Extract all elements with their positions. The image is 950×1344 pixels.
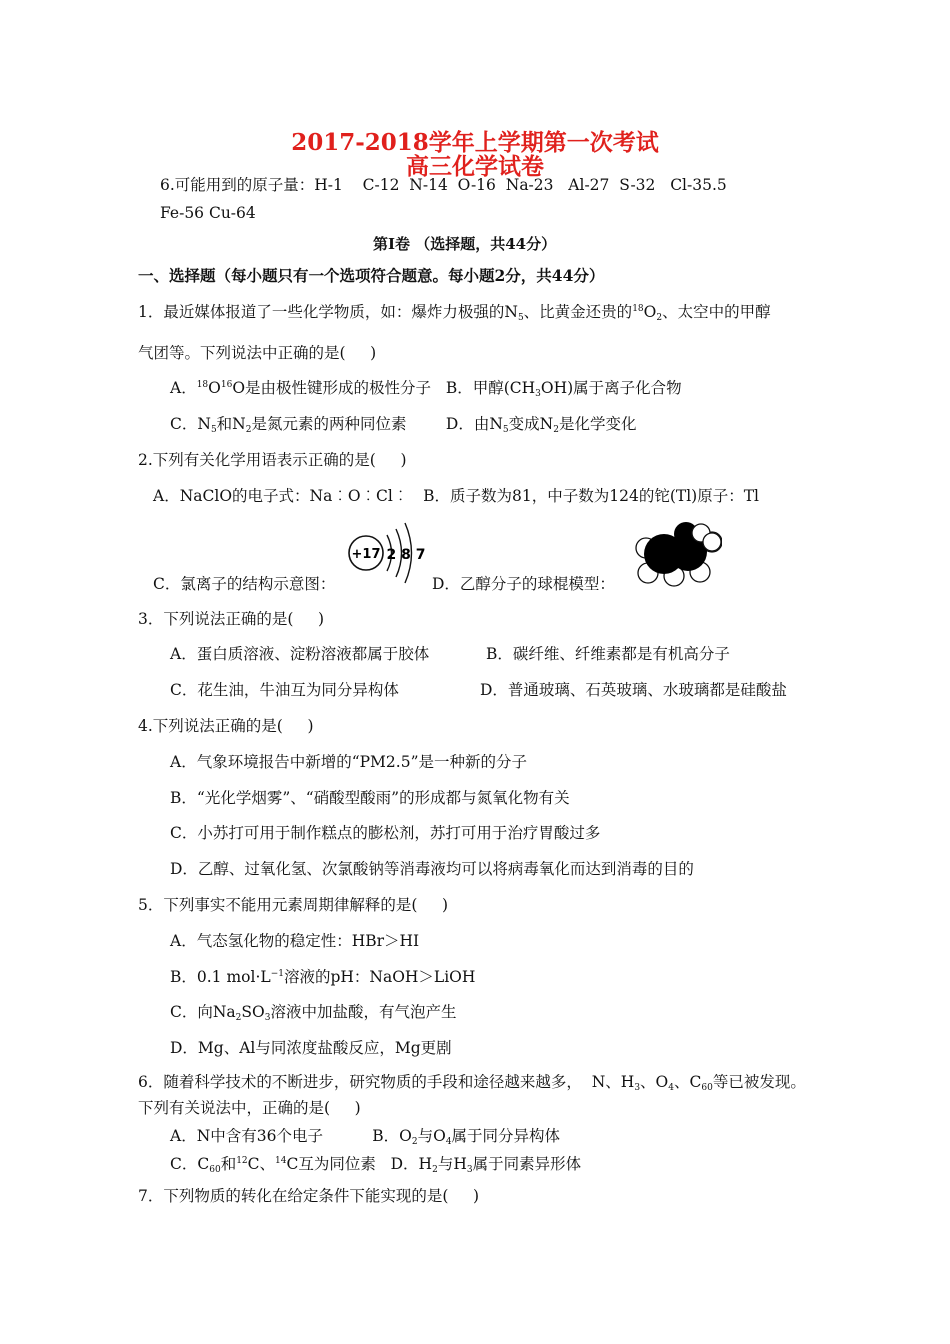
atomic-masses-line2: Fe-56 Cu-64 — [160, 204, 256, 222]
atomic-masses-line1: 6.可能用到的原子量：H-1 C-12 N-14 O-16 Na-23 Al-27 S-32 Cl-35.5 — [160, 176, 727, 194]
q5-option-d: D．Mg、Al与同浓度盐酸反应，Mg更剧 — [170, 1039, 452, 1057]
q4-option-a: A．气象环境报告中新增的“PM2.5”是一种新的分子 — [170, 753, 527, 771]
hydrogen-atom — [703, 533, 721, 551]
chloride-ion-diagram — [340, 515, 430, 590]
q7-stem: 7．下列物质的转化在给定条件下能实现的是( ) — [138, 1187, 480, 1205]
q3-option-a: A．蛋白质溶液、淀粉溶液都属于胶体 — [170, 645, 430, 663]
q5-stem: 5．下列事实不能用元素周期律解释的是( ) — [138, 896, 449, 914]
section-heading: 一、选择题（每小题只有一个选项符合题意。每小题2分，共44分） — [138, 266, 605, 285]
q4-option-c: C．小苏打可用于制作糕点的膨松剂，苏打可用于治疗胃酸过多 — [170, 824, 601, 842]
ethanol-model-diagram — [622, 518, 722, 588]
q1-options-cd: C．$N_5$和$N_2$是氮元素的两种同位素 D．由$N_5$变成$N_2$是化学变化 — [170, 415, 637, 435]
q1-stem-line2: 气团等。下列说法中正确的是( ) — [138, 344, 377, 362]
q2-option-d: D．乙醇分子的球棍模型： — [432, 575, 615, 593]
q3-option-c: C．花生油，牛油互为同分异构体 — [170, 681, 399, 699]
q6-stem: 6．随着科学技术的不断进步，研究物质的手段和途径越来越多， N、$H_3$、$O_4$、$C_{60}$等已被发现。 — [138, 1073, 806, 1093]
q1-options-ab: A．$^{18}O^{16}O$是由极性键形成的极性分子 B．甲醇$(CH_3OH)$属于离子化合物 — [170, 379, 682, 399]
q6-options-ab: A．N中含有36个电子 B．$O_2$与$O_4$属于同分异构体 — [170, 1127, 561, 1147]
q2-option-c: C．氯离子的结构示意图： — [153, 575, 336, 593]
q6-options-cd: C．$C_{60}$和$^{12}$C、$^{14}$C互为同位素 D．$H_2$与$H_3$属于同素异形体 — [170, 1155, 582, 1175]
exam-title: 2017-2018学年上学期第一次考试 — [291, 129, 659, 156]
electron-counts: 2 8 7 — [386, 547, 426, 563]
q4-stem: 4.下列说法正确的是( ) — [138, 717, 314, 735]
q1-stem: 1．最近媒体报道了一些化学物质，如：爆炸力极强的$N_5$、比黄金还贵的$^{18}O_2$、太空中的甲醇 — [138, 303, 771, 323]
q6-stem-line2: 下列有关说法中，正确的是( ) — [138, 1099, 361, 1117]
q4-option-d: D．乙醇、过氧化氢、次氯酸钠等消毒液均可以将病毒氧化而达到消毒的目的 — [170, 860, 694, 878]
q2-options-ab: A．NaClO的电子式：Na︰O︰Cl︰ B．质子数为81，中子数为124的铊(Tl)原子：Tl — [153, 487, 760, 505]
q5-option-a: A．气态氢化物的稳定性：HBr＞HI — [170, 932, 420, 950]
exam-subtitle: 高三化学试卷 — [406, 153, 544, 180]
volume-heading: 第Ⅰ卷 （选择题，共44分） — [373, 235, 557, 253]
q2-stem: 2.下列有关化学用语表示正确的是( ) — [138, 451, 407, 469]
q5-option-b: B．0.1 $mol\cdot L^{-1}$溶液的pH：NaOH＞LiOH — [170, 968, 476, 986]
q3-option-b: B．碳纤维、纤维素都是有机高分子 — [486, 645, 730, 663]
q3-option-d: D．普通玻璃、石英玻璃、水玻璃都是硅酸盐 — [480, 681, 787, 699]
q5-option-c: C．向$Na_2SO_3$溶液中加盐酸，有气泡产生 — [170, 1003, 457, 1023]
q3-stem: 3．下列说法正确的是( ) — [138, 610, 325, 628]
nucleus-charge: +17 — [351, 547, 381, 562]
q4-option-b: B．“光化学烟雾”、“硝酸型酸雨”的形成都与氮氧化物有关 — [170, 789, 570, 807]
